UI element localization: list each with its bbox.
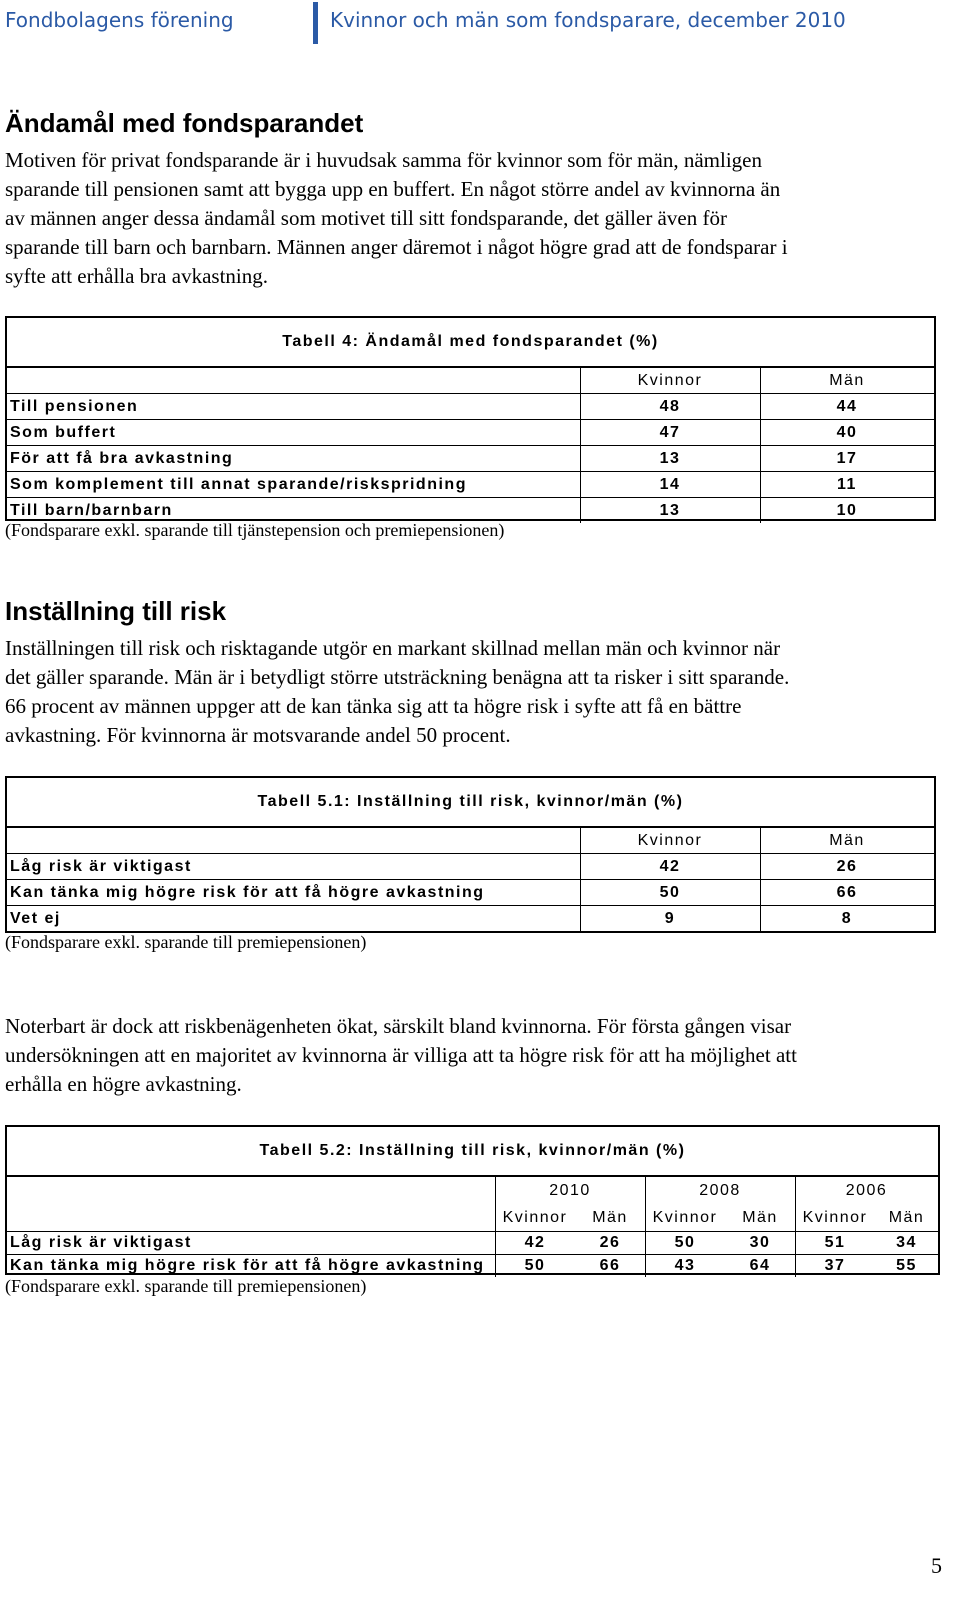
table-4	[5, 316, 936, 521]
value-man-2010: 66	[599, 1257, 621, 1274]
paragraph-line: sparande till pensionen samt att bygga upp en buffert. En något större andel av kvinnorna än	[5, 177, 781, 201]
value-man-2008: 64	[749, 1257, 771, 1274]
paragraph-line: Noterbart är dock att riskbenägenheten ökat, särskilt bland kvinnorna. För första gången visar	[5, 1014, 792, 1038]
value-man-2008: 30	[749, 1234, 771, 1251]
paragraph-line: det gäller sparande. Män är i betydligt större utsträckning benägna att ta risker i sitt sparande.	[5, 665, 790, 689]
paragraph-risk-trend	[5, 1012, 950, 1099]
column-header-kvinnor: Kvinnor	[652, 1209, 718, 1226]
value-kvinnor: 9	[664, 910, 676, 927]
table-row	[7, 879, 934, 905]
value-kvinnor: 42	[659, 858, 681, 875]
table-5-1	[5, 776, 936, 933]
table-row	[7, 471, 934, 497]
value-man: 17	[836, 450, 858, 467]
paragraph-line: avkastning. För kvinnorna är motsvarande andel 50 procent.	[5, 723, 511, 747]
table-5-1-note: (Fondsparare exkl. sparande till premiepensionen)	[5, 932, 367, 952]
paragraph-line: erhålla en högre avkastning.	[5, 1072, 242, 1096]
table-header-row	[7, 368, 934, 393]
table-4-caption: Tabell 4: Ändamål med fondsparandet (%)	[7, 318, 934, 368]
paragraph-purpose	[5, 146, 950, 291]
column-header-year: 2010	[549, 1182, 591, 1199]
value-man: 10	[836, 502, 858, 519]
value-man: 40	[836, 424, 858, 441]
table-5-2	[5, 1125, 940, 1275]
value-man: 26	[836, 858, 858, 875]
row-label: Kan tänka mig högre risk för att få högre avkastning	[10, 1257, 485, 1274]
header-organization: Fondbolagens förening	[5, 8, 234, 32]
table-row	[7, 853, 934, 879]
column-header-kvinnor: Kvinnor	[637, 832, 703, 849]
row-label: Till barn/barnbarn	[10, 502, 173, 519]
column-header-man: Män	[742, 1209, 778, 1226]
value-kvinnor-2008: 50	[674, 1234, 696, 1251]
row-label: Till pensionen	[10, 398, 139, 415]
value-kvinnor-2010: 42	[524, 1234, 546, 1251]
paragraph-risk	[5, 634, 950, 750]
table-header-row	[7, 828, 934, 853]
row-label: Som komplement till annat sparande/riskspridning	[10, 476, 467, 493]
table-row	[7, 1231, 938, 1254]
paragraph-line: Motiven för privat fondsparande är i huvudsak samma för kvinnor som för män, nämligen	[5, 148, 762, 172]
value-man: 44	[836, 398, 858, 415]
table-4-note: (Fondsparare exkl. sparande till tjänstepension och premiepensionen)	[5, 520, 505, 540]
column-divider	[795, 1177, 796, 1277]
value-man: 66	[836, 884, 858, 901]
table-5-2-note: (Fondsparare exkl. sparande till premiepensionen)	[5, 1276, 367, 1296]
value-kvinnor-2006: 37	[824, 1257, 846, 1274]
value-man-2006: 55	[896, 1257, 917, 1274]
page-number: 5	[931, 1553, 942, 1578]
row-label: För att få bra avkastning	[10, 450, 234, 467]
value-kvinnor: 14	[659, 476, 681, 493]
table-row	[7, 905, 934, 931]
section-heading-risk: Inställning till risk	[5, 596, 227, 626]
table-row	[7, 1254, 938, 1277]
column-header-year: 2006	[845, 1182, 888, 1199]
value-man: 11	[837, 476, 857, 493]
table-5-2-caption: Tabell 5.2: Inställning till risk, kvinnor/män (%)	[7, 1127, 938, 1177]
value-kvinnor-2010: 50	[524, 1257, 546, 1274]
page-header	[0, 0, 960, 46]
paragraph-line: Inställningen till risk och risktagande utgör en markant skillnad mellan män och kvinnor när	[5, 636, 781, 660]
value-kvinnor: 13	[659, 502, 681, 519]
column-divider	[760, 368, 761, 523]
column-divider	[495, 1177, 496, 1277]
value-man-2006: 34	[896, 1234, 917, 1251]
column-header-kvinnor: Kvinnor	[637, 372, 703, 389]
table-row	[7, 393, 934, 419]
table-row	[7, 445, 934, 471]
header-divider	[313, 2, 318, 44]
paragraph-line: undersökningen att en majoritet av kvinnorna är villiga att ta högre risk för att ha möjlighet att	[5, 1043, 797, 1067]
column-divider	[580, 828, 581, 931]
value-kvinnor: 48	[659, 398, 681, 415]
column-header-man: Män	[829, 372, 865, 389]
row-label: Vet ej	[10, 910, 61, 927]
row-label: Låg risk är viktigast	[10, 858, 192, 875]
header-title: Kvinnor och män som fondsparare, december 2010	[330, 8, 846, 32]
table-header-row	[7, 1204, 938, 1231]
column-header-man: Män	[888, 1209, 925, 1226]
table-5-1-caption: Tabell 5.1: Inställning till risk, kvinnor/män (%)	[7, 778, 934, 828]
paragraph-line: av männen anger dessa ändamål som motivet till sitt fondsparande, det gäller även för	[5, 206, 727, 230]
row-label: Som buffert	[10, 424, 117, 441]
column-divider	[645, 1177, 646, 1277]
table-year-row	[7, 1177, 938, 1204]
value-kvinnor: 47	[659, 424, 681, 441]
column-header-kvinnor: Kvinnor	[502, 1209, 568, 1226]
column-divider	[760, 828, 761, 931]
paragraph-line: sparande till barn och barnbarn. Männen anger däremot i något högre grad att de fondsparar i	[5, 235, 788, 259]
section-heading-purpose: Ändamål med fondsparandet	[5, 108, 364, 138]
value-man: 8	[841, 910, 853, 927]
value-kvinnor-2006: 51	[824, 1234, 846, 1251]
column-header-year: 2008	[699, 1182, 741, 1199]
row-label: Låg risk är viktigast	[10, 1234, 192, 1251]
value-man-2010: 26	[599, 1234, 621, 1251]
paragraph-line: syfte att erhålla bra avkastning.	[5, 264, 268, 288]
value-kvinnor: 13	[659, 450, 681, 467]
column-header-man: Män	[829, 832, 865, 849]
row-label: Kan tänka mig högre risk för att få högre avkastning	[10, 884, 485, 901]
column-header-kvinnor: Kvinnor	[802, 1209, 868, 1226]
paragraph-line: 66 procent av männen uppger att de kan tänka sig att ta högre risk i syfte att få en bättre	[5, 694, 742, 718]
value-kvinnor-2008: 43	[674, 1257, 696, 1274]
column-header-man: Män	[592, 1209, 628, 1226]
column-divider	[580, 368, 581, 523]
table-row	[7, 419, 934, 445]
value-kvinnor: 50	[659, 884, 681, 901]
